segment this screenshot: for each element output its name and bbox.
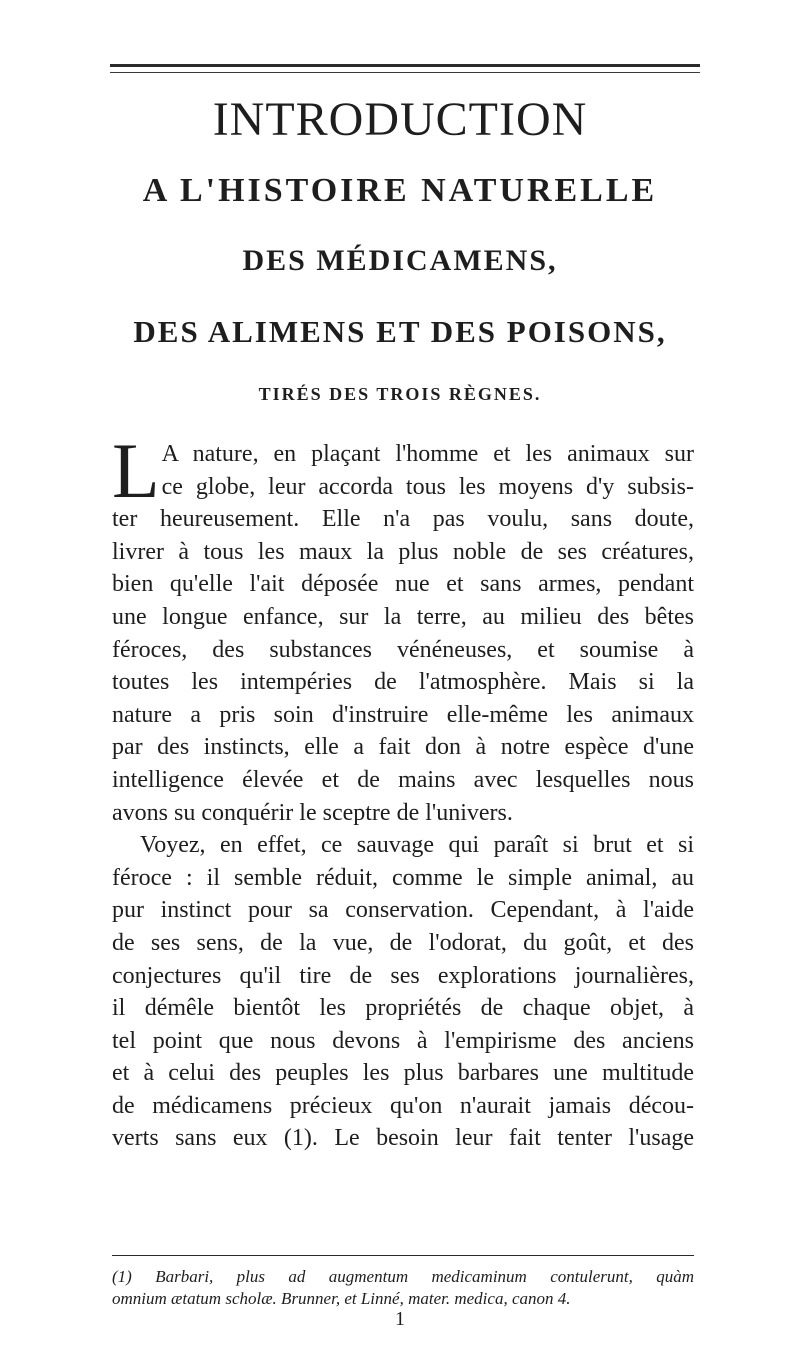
text-line: ce globe, leur accorda tous les moyens d'y subsis-	[161, 473, 694, 500]
text-line: livrer à tous les maux la plus noble de ses créatures,	[112, 538, 694, 565]
main-paragraphs	[112, 427, 694, 1155]
text-line: une longue enfance, sur la terre, au milieu des bêtes	[112, 603, 694, 630]
text-line: par des instincts, elle a fait don à notre espèce d'une	[112, 734, 694, 761]
footnote-line: (1) Barbari, plus ad augmentum medicaminum contulerunt, quàm	[112, 1267, 694, 1286]
text-line: conjectures qu'il tire de ses explorations journalières,	[112, 962, 694, 989]
top-thin-rule	[110, 72, 700, 73]
text-line: et à celui des peuples les plus barbares une multitude	[112, 1060, 694, 1087]
title-introduction: INTRODUCTION	[212, 93, 588, 146]
text-line: féroces, des substances vénéneuses, et soumise à	[112, 636, 694, 663]
top-double-rule	[110, 64, 700, 67]
text-line-paragraph-end: avons su conquérir le sceptre de l'univers.	[112, 799, 513, 826]
text-line: verts sans eux (1). Le besoin leur fait tenter l'usage	[112, 1125, 694, 1152]
text-line: bien qu'elle l'ait déposée nue et sans armes, pendant	[112, 571, 694, 598]
text-line: nature a pris soin d'instruire elle-même les animaux	[112, 701, 694, 728]
text-line: intelligence élevée et de mains avec lesquelles nous	[112, 766, 694, 793]
text-line: tel point que nous devons à l'empirisme des anciens	[112, 1027, 694, 1054]
title-alimens-poisons: DES ALIMENS ET DES POISONS,	[133, 314, 667, 349]
text-line: Voyez, en effet, ce sauvage qui paraît si brut et si	[140, 832, 694, 859]
text-line: A nature, en plaçant l'homme et les animaux sur	[161, 441, 694, 467]
title-medicamens: DES MÉDICAMENS,	[242, 244, 558, 277]
text-line: féroce : il semble réduit, comme le simple animal, au	[112, 864, 694, 891]
text-line: ter heureusement. Elle n'a pas voulu, sans doute,	[112, 506, 694, 533]
footnote-rule	[112, 1255, 694, 1256]
title-histoire-naturelle: A L'HISTOIRE NATURELLE	[142, 172, 658, 209]
text-line: de ses sens, de la vue, de l'odorat, du goût, et des	[112, 929, 694, 956]
text-line: pur instinct pour sa conservation. Cependant, à l'aide	[112, 897, 694, 924]
title-trois-regnes: TIRÉS DES TROIS RÈGNES.	[258, 384, 542, 404]
text-line: toutes les intempéries de l'atmosphère. Mais si la	[112, 669, 694, 696]
footnote	[112, 1266, 694, 1310]
dropcap-letter: L	[112, 427, 160, 514]
signature-mark: 1	[395, 1308, 405, 1330]
text-line: de médicamens précieux qu'on n'aurait jamais décou-	[112, 1092, 694, 1119]
text-line: il démêle bientôt les propriétés de chaque objet, à	[112, 995, 694, 1022]
footnote-line: omnium ætatum scholæ. Brunner, et Linné, mater. medica, canon 4.	[112, 1289, 571, 1308]
